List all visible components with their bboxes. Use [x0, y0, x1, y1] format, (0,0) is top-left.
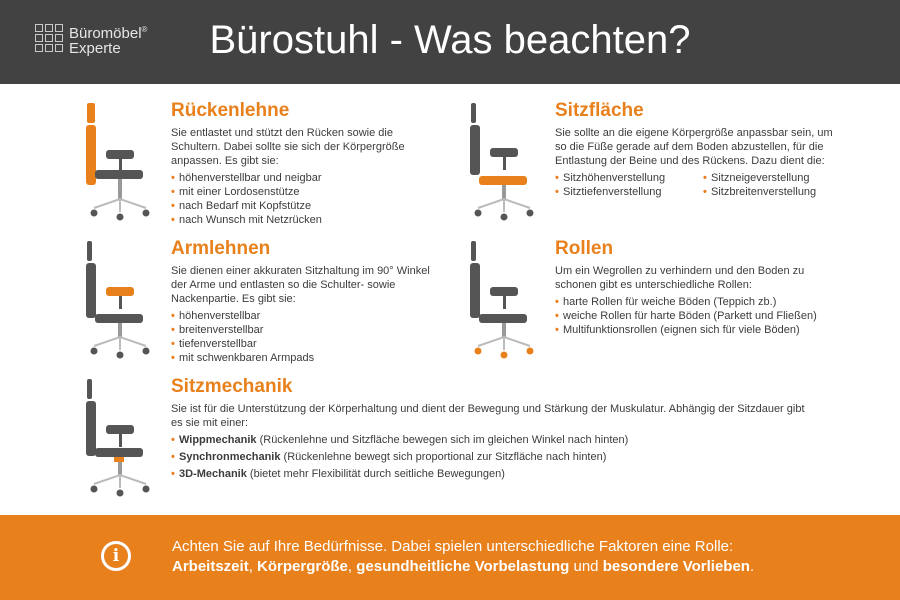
section-description: Um ein Wegrollen zu verhindern und den Boden zu schonen gibt es unterschiedliche Rollen: — [555, 265, 805, 291]
header-bar — [0, 0, 900, 84]
footer-text: Achten Sie auf Ihre Bedürfnisse. Dabei spielen unterschiedliche Faktoren eine Rolle: Arbeitszeit, Körpergröße, gesundheitliche Vorbelastung und besondere Vorlieben. — [172, 538, 755, 575]
feature-list-right — [703, 171, 816, 199]
list-item: • Wippmechanik (Rückenlehne und Sitzfläche bewegen sich im gleichen Winkel nach hinten) — [171, 433, 831, 447]
feature-list — [555, 295, 845, 337]
info-icon: i — [101, 541, 131, 571]
section-description: Sie entlastet und stützt den Rücken sowie die Schultern. Dabei sollte sie sich der Körpergröße anpassen. Es gibt sie: — [171, 127, 405, 167]
feature-list — [171, 433, 831, 481]
section-sitzflaeche — [555, 100, 845, 199]
section-rollen — [555, 238, 845, 337]
feature-list — [171, 171, 441, 227]
chair-mechanism-icon — [82, 376, 152, 498]
list-item: • nach Bedarf mit Kopfstütze — [171, 199, 441, 213]
section-rueckenlehne — [171, 100, 441, 227]
list-item: • tiefenverstellbar — [171, 337, 441, 351]
chair-backrest-icon — [82, 100, 152, 222]
list-item: • mit schwenkbaren Armpads — [171, 351, 441, 365]
list-item: • harte Rollen für weiche Böden (Teppich zb.) — [555, 295, 845, 309]
list-item: • Multifunktionsrollen (eignen sich für viele Böden) — [555, 323, 845, 337]
list-item: • nach Wunsch mit Netzrücken — [171, 213, 441, 227]
list-item: • weiche Rollen für harte Böden (Parkett und Fließen) — [555, 309, 845, 323]
section-description: Sie ist für die Unterstützung der Körperhaltung und dient der Bewegung und Stärkung der Muskulatur. Abhängig der Sitzdauer gibt es sie mit einer: — [171, 403, 805, 429]
chair-seat-icon — [466, 100, 536, 222]
section-sitzmechanik — [171, 376, 831, 481]
section-title: Sitzmechanik — [171, 376, 293, 397]
feature-columns — [555, 171, 845, 199]
list-item: • höhenverstellbar — [171, 309, 441, 323]
feature-list-left — [555, 171, 703, 199]
list-item: • Sitzhöhenverstellung — [555, 171, 703, 185]
chair-armrest-icon — [82, 238, 152, 360]
list-item: • mit einer Lordosenstütze — [171, 185, 441, 199]
section-title: Rollen — [555, 238, 614, 259]
list-item: • Sitztiefenverstellung — [555, 185, 703, 199]
section-armlehnen — [171, 238, 441, 365]
list-item: • höhenverstellbar und neigbar — [171, 171, 441, 185]
section-description: Sie sollte an die eigene Körpergröße anpassbar sein, um so die Füße gerade auf dem Boden abzustellen, für die Entlastung der Beine und des Rückens. Dazu dient die: — [555, 127, 833, 167]
list-item: • Sitzbreitenverstellung — [703, 185, 816, 199]
section-title: Sitzfläche — [555, 100, 644, 121]
list-item: • Synchronmechanik (Rückenlehne bewegt sich proportional zur Sitzfläche nach hinten) — [171, 450, 831, 464]
section-description: Sie dienen einer akkuraten Sitzhaltung im 90° Winkel der Arme und entlasten so die Schulter- sowie Nackenpartie. Es gibt sie: — [171, 265, 430, 305]
feature-list — [171, 309, 441, 365]
list-item: • breitenverstellbar — [171, 323, 441, 337]
logo-text: Büromöbel® Experte — [69, 25, 148, 57]
list-item: • 3D-Mechanik (bietet mehr Flexibilität durch seitliche Bewegungen) — [171, 467, 831, 481]
section-title: Armlehnen — [171, 238, 271, 259]
page-title: Bürostuhl - Was beachten? — [209, 18, 691, 62]
list-item: • Sitzneigeverstellung — [703, 171, 816, 185]
chair-castors-icon — [466, 238, 536, 360]
footer-banner — [0, 515, 900, 600]
section-title: Rückenlehne — [171, 100, 290, 121]
